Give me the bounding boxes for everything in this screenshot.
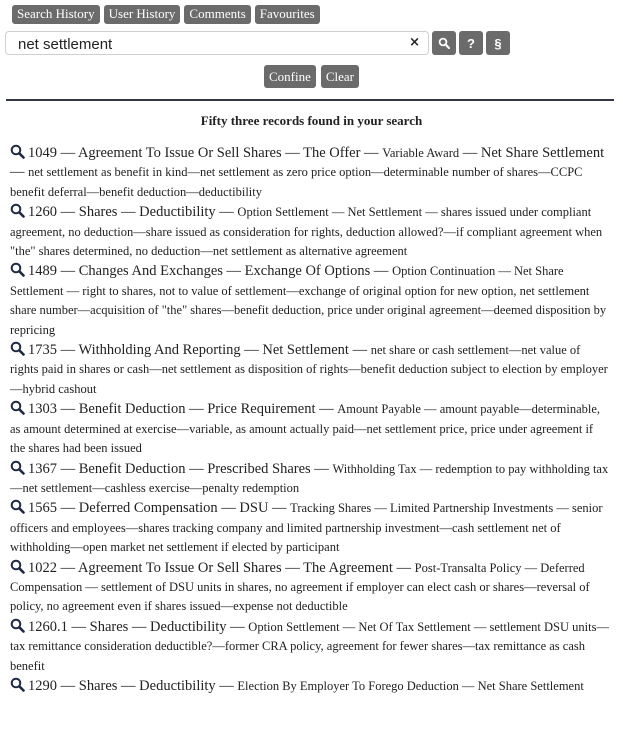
record-heading[interactable]: 1260.1 — Shares — Deductibility — xyxy=(28,618,249,635)
list-item[interactable] xyxy=(10,618,610,676)
help-button[interactable]: ? xyxy=(459,31,483,55)
search-input[interactable] xyxy=(16,33,400,55)
record-snippet: amount payable—determinable, as amount determined at exercise—variable, as amount actually paid—net settlement price, price under agreement if the shares had been issued xyxy=(10,402,601,456)
record-snippet: settlement DSU units—tax remittance consideration deductible?—former CRA policy, agreement for fewer shares—tax remittance as cash benefit xyxy=(10,619,609,673)
record-subheading: Withholding Tax — xyxy=(332,461,436,476)
record-heading[interactable]: 1367 — Benefit Deduction — Prescribed Shares — xyxy=(28,460,333,477)
search-button[interactable] xyxy=(432,31,456,55)
record-snippet: settlement of DSU units in shares, no agreement if employer can elect cash or shares—reversal of policy, no agreement even if shares issued—expense not deductible xyxy=(10,579,590,614)
record-heading[interactable]: 1290 — Shares — Deductibility — xyxy=(28,677,238,694)
results-list xyxy=(10,144,610,697)
confine-button[interactable]: Confine xyxy=(264,65,316,88)
tab-search-history[interactable]: Search History xyxy=(12,5,100,24)
record-heading[interactable]: 1565 — Deferred Compensation — DSU — xyxy=(28,500,291,517)
record-snippet: net share or cash settlement—net value of rights paid in shares or cash—net settlement as disposition of rights—benefit deduction subject to election by employer—hybrid cashout xyxy=(10,343,608,396)
record-heading-tail: — Net Share Settlement — xyxy=(10,145,605,181)
search-icon xyxy=(10,618,25,633)
search-icon xyxy=(10,203,25,218)
list-item[interactable] xyxy=(10,341,610,399)
search-icon xyxy=(10,262,25,277)
record-subheading: Election By Employer To Forego Deduction — Net Share Settlement xyxy=(237,678,584,693)
divider xyxy=(6,99,614,101)
search-icon xyxy=(10,341,25,356)
record-subheading: Option Settlement — Net Of Tax Settlement — xyxy=(248,619,490,634)
record-heading[interactable]: 1260 — Shares — Deductibility — xyxy=(28,204,238,221)
search-row xyxy=(5,31,510,55)
list-item[interactable] xyxy=(10,203,610,261)
list-item[interactable] xyxy=(10,400,610,458)
record-subheading: Post-Transalta Policy — Deferred Compensation — xyxy=(10,560,585,594)
results-count: Fifty three records found in your search xyxy=(200,113,423,128)
record-subheading: Option Settlement — Net Settlement — xyxy=(237,205,441,220)
history-tabs xyxy=(12,5,320,24)
tab-comments[interactable]: Comments xyxy=(184,5,250,24)
record-subheading: Variable Award xyxy=(382,146,460,160)
record-subheading: Amount Payable — xyxy=(337,402,440,417)
tab-favourites[interactable]: Favourites xyxy=(255,5,320,24)
record-snippet: redemption to pay withholding tax—net settlement—cashless exercise—penalty redemption xyxy=(10,461,609,495)
list-item[interactable] xyxy=(10,144,610,202)
list-item[interactable] xyxy=(10,262,610,340)
record-heading[interactable]: 1735 — Withholding And Reporting — Net Settlement — xyxy=(28,342,371,359)
search-icon xyxy=(10,677,25,692)
record-heading[interactable]: 1303 — Benefit Deduction — Price Requirement — xyxy=(28,401,338,418)
search-icon xyxy=(438,37,450,49)
tab-user-history[interactable]: User History xyxy=(104,5,181,24)
record-heading[interactable]: 1049 — Agreement To Issue Or Sell Shares — The Offer — xyxy=(28,145,383,161)
search-icon xyxy=(10,460,25,475)
search-icon xyxy=(10,499,25,514)
clear-search-icon[interactable]: × xyxy=(409,35,420,50)
search-icon xyxy=(10,559,25,574)
search-icon xyxy=(10,400,25,415)
list-item[interactable] xyxy=(10,460,610,499)
action-row xyxy=(0,65,623,88)
record-snippet: net settlement as benefit in kind—net settlement as zero price option—determinable number of shares—CCPC benefit deferral—benefit deduction—deductibility xyxy=(10,165,583,199)
record-heading[interactable]: 1489 — Changes And Exchanges — Exchange Of Options — xyxy=(28,263,393,280)
record-subheading: Tracking Shares — Limited Partnership Investments — xyxy=(290,501,572,516)
search-box xyxy=(5,31,429,55)
record-subheading: Option Continuation — Net Share Settlement — xyxy=(10,264,564,298)
search-icon xyxy=(10,144,25,159)
record-heading[interactable]: 1022 — Agreement To Issue Or Sell Shares — The Agreement — xyxy=(28,559,415,576)
list-item[interactable] xyxy=(10,677,610,696)
list-item[interactable] xyxy=(10,499,610,557)
record-snippet: senior officers and employees—shares tracking company and limited partnership investment—cash settlement net of withholding—open market net settlement if elected by participant xyxy=(10,501,603,555)
section-button[interactable]: § xyxy=(486,31,510,55)
clear-button[interactable]: Clear xyxy=(321,65,359,88)
record-snippet: shares issued under compliant agreement, no deduction—share issued as consideration for rights, deduction allowed?—if compliant agreement when "the" shares determined, no deduction—net settlement as alternative agreement xyxy=(10,205,603,259)
list-item[interactable] xyxy=(10,559,610,617)
record-snippet: right to shares, not to value of settlement—exchange of original option for new option, net settlement share number—acquisition of "the" shares—benefit deduction, price under original agreement—deemed disposition by repricing xyxy=(10,283,607,337)
